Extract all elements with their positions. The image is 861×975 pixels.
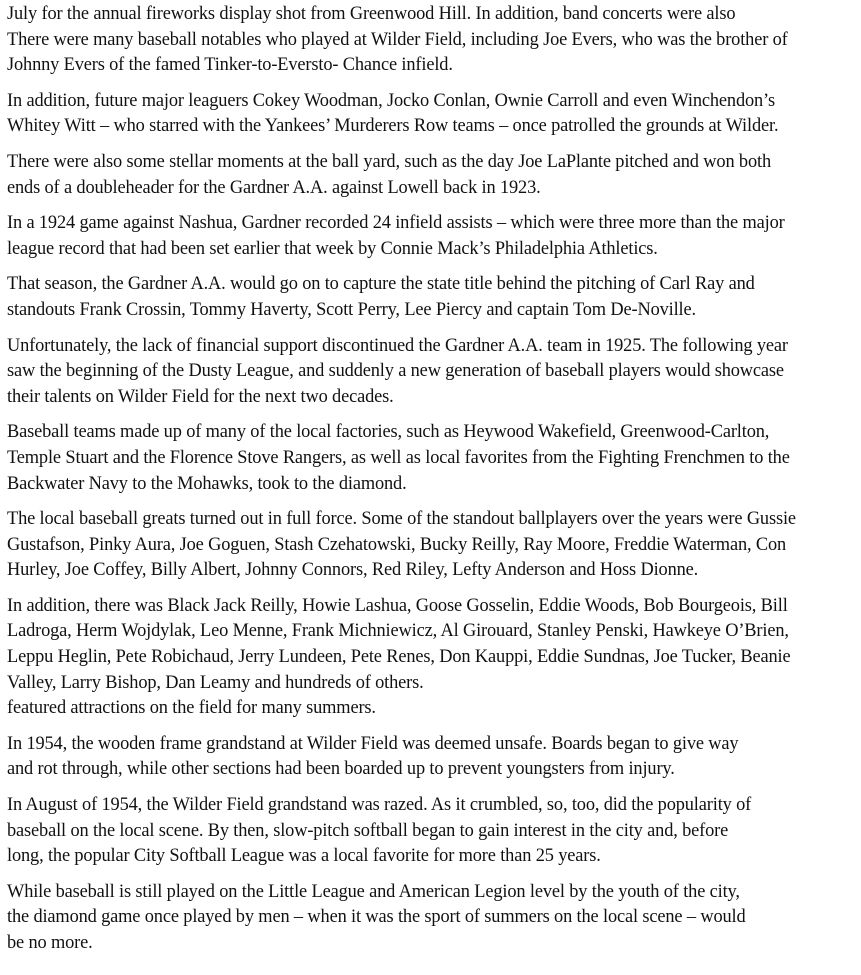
- text-line: league record that had been set earlier that week by Connie Mack’s Philadelphia Athletics.: [7, 238, 658, 259]
- text-line: There were many baseball notables who played at Wilder Field, including Joe Evers, who was the brother of: [7, 29, 788, 50]
- text-line: Whitey Witt – who starred with the Yankees’ Murderers Row teams – once patrolled the grounds at Wilder.: [7, 116, 779, 137]
- paragraph-local-greats: [7, 507, 861, 584]
- text-line: In addition, future major leaguers Cokey Woodman, Jocko Conlan, Ownie Carroll and even Winchendon’s: [7, 90, 776, 111]
- text-line: Johnny Evers of the famed Tinker-to-Eversto- Chance infield.: [7, 55, 453, 76]
- text-line: In a 1924 game against Nashua, Gardner recorded 24 infield assists – which were three more than the major: [7, 213, 785, 234]
- paragraph-1924-game: [7, 211, 861, 262]
- text-line: Valley, Larry Bishop, Dan Leamy and hundreds of others.: [7, 672, 424, 693]
- text-line: the diamond game once played by men – when it was the sport of summers on the local scene – would: [7, 907, 746, 928]
- paragraph-factory-teams: [7, 420, 861, 497]
- paragraph-grandstand-unsafe: [7, 732, 861, 783]
- text-line: and rot through, while other sections had been boarded up to prevent youngsters from injury.: [7, 759, 675, 780]
- text-line: Gustafson, Pinky Aura, Joe Goguen, Stash Czehatowski, Bucky Reilly, Ray Moore, Freddie Waterman, Con: [7, 534, 787, 555]
- paragraph-stellar-moments: [7, 150, 861, 201]
- text-line: That season, the Gardner A.A. would go on to capture the state title behind the pitching of Carl Ray and: [7, 274, 755, 295]
- text-line: standouts Frank Crossin, Tommy Haverty, Scott Perry, Lee Piercy and captain Tom De-Noville.: [7, 299, 696, 320]
- text-line: Leppu Heglin, Pete Robichaud, Jerry Lundeen, Pete Renes, Don Kauppi, Eddie Sundnas, Joe Tucker, Beanie: [7, 647, 791, 668]
- text-line: be no more.: [7, 933, 93, 953]
- text-line: Temple Stuart and the Florence Stove Rangers, as well as local favorites from the Fighting Frenchmen to the: [7, 447, 790, 468]
- text-line: long, the popular City Softball League was a local favorite for more than 25 years.: [7, 846, 601, 867]
- paragraph-state-title: [7, 272, 861, 323]
- text-line: In addition, there was Black Jack Reilly, Howie Lashua, Goose Gosselin, Eddie Woods, Bob Bourgeois, Bill: [7, 595, 788, 616]
- text-line: featured attractions on the field for many summers.: [7, 698, 376, 719]
- paragraph-grandstand-razed: [7, 793, 861, 870]
- text-line: In 1954, the wooden frame grandstand at Wilder Field was deemed unsafe. Boards began to give way: [7, 733, 739, 754]
- paragraph-dusty-league: [7, 334, 861, 411]
- paragraph-wilder-field-notables: [7, 2, 861, 79]
- text-line: Ladroga, Herm Wojdylak, Leo Menne, Frank Michniewicz, Al Girouard, Stanley Penski, Hawkeye O’Brien,: [7, 621, 789, 642]
- text-line: While baseball is still played on the Little League and American Legion level by the youth of the city,: [7, 881, 740, 902]
- text-line: baseball on the local scene. By then, slow-pitch softball began to gain interest in the city and, before: [7, 820, 729, 841]
- text-line: Hurley, Joe Coffey, Billy Albert, Johnny Connors, Red Riley, Lefty Anderson and Hoss Dionne.: [7, 560, 699, 581]
- text-line: their talents on Wilder Field for the next two decades.: [7, 386, 394, 407]
- text-line: ends of a doubleheader for the Gardner A.A. against Lowell back in 1923.: [7, 177, 541, 198]
- paragraph-additional-players: [7, 594, 861, 722]
- text-line: saw the beginning of the Dusty League, and suddenly a new generation of baseball players would showcase: [7, 361, 784, 382]
- text-line: The local baseball greats turned out in full force. Some of the standout ballplayers over the years were Gussie: [7, 509, 796, 530]
- paragraph-conclusion: [7, 880, 861, 957]
- text-line: July for the annual fireworks display shot from Greenwood Hill. In addition, band concerts were also: [7, 4, 736, 24]
- text-line: There were also some stellar moments at the ball yard, such as the day Joe LaPlante pitched and won both: [7, 151, 771, 172]
- text-line: Backwater Navy to the Mohawks, took to the diamond.: [7, 473, 407, 494]
- document-page: [7, 2, 861, 957]
- paragraph-major-leaguers: [7, 89, 861, 140]
- text-line: In August of 1954, the Wilder Field grandstand was razed. As it crumbled, so, too, did the popularity of: [7, 795, 752, 816]
- text-line: Unfortunately, the lack of financial support discontinued the Gardner A.A. team in 1925. The following year: [7, 335, 788, 356]
- text-line: Baseball teams made up of many of the local factories, such as Heywood Wakefield, Greenwood-Carlton,: [7, 422, 770, 443]
